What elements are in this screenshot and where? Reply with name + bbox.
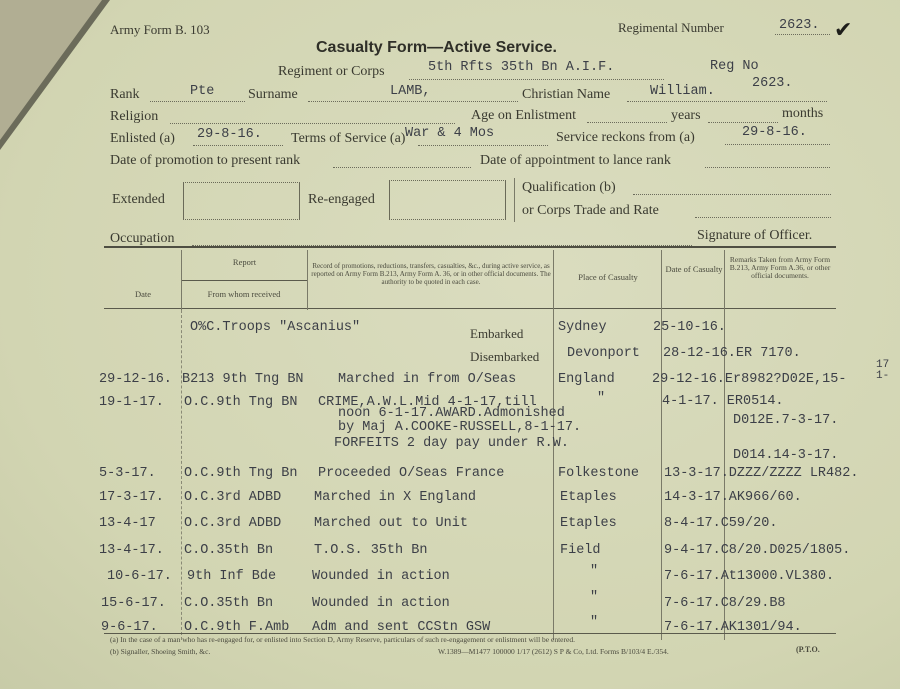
row-record: CRIME,A.W.L.Mid 4-1-17,till <box>318 395 537 410</box>
row-from: C.O.35th Bn <box>184 596 274 611</box>
casualty-date-header: Date of Casualty <box>665 264 723 274</box>
row-record: T.O.S. 35th Bn <box>314 543 428 558</box>
pto-label: (P.T.O. <box>796 645 820 654</box>
regiment-value: 5th Rfts 35th Bn A.I.F. <box>428 60 615 75</box>
rank-label: Rank <box>110 87 140 102</box>
row-from: C.O.35th Bn <box>184 543 274 558</box>
row-date: 29-12-16. <box>99 372 172 387</box>
regiment-label: Regiment or Corps <box>278 64 385 79</box>
row-from: O.C.9th Tng BN <box>184 395 298 410</box>
row-remarks: 7-6-17.AK1301/94. <box>664 620 802 635</box>
embarked-from: O%C.Troops "Ascanius" <box>190 320 361 335</box>
remarks-header: Remarks Taken from Army Form B.213, Army Form A.36, or other official documents. <box>729 255 831 280</box>
years-label: years <box>671 108 701 123</box>
footnote-b: (b) Signaller, Shoeing Smith, &c. <box>110 647 211 656</box>
row-place: " <box>590 590 599 605</box>
reengaged-box <box>389 180 506 220</box>
check-mark-icon: ✔ <box>834 18 853 43</box>
reg-no-label: Reg No <box>710 59 759 74</box>
row-record: Marched in X England <box>314 490 477 505</box>
extended-label: Extended <box>112 192 165 207</box>
christian-name-label: Christian Name <box>522 87 611 102</box>
disembarked-label: Disembarked <box>470 349 540 364</box>
row-date: 13-4-17 <box>99 516 156 531</box>
row-remarks-extra: 17 1- <box>876 359 890 382</box>
row-record: noon 6-1-17.AWARD.Admonished <box>338 406 565 421</box>
row-date: 19-1-17. <box>99 395 164 410</box>
row-place: Etaples <box>560 490 617 505</box>
row-from: O.C.3rd ADBD <box>184 516 282 531</box>
folded-corner <box>0 0 102 140</box>
row-date: 15-6-17. <box>101 596 166 611</box>
christian-name-value: William. <box>650 84 715 99</box>
printer-info: W.1389—M1477 100000 1/17 (2612) S P & Co, Ltd. Forms B/103/4 E./354. <box>438 647 669 656</box>
row-date: 9-6-17. <box>101 620 158 635</box>
age-label: Age on Enlistment <box>471 108 576 123</box>
row-date: 17-3-17. <box>99 490 164 505</box>
row-date: 10-6-17. <box>107 569 172 584</box>
row-date: 5-3-17. <box>99 466 156 481</box>
disembarked-place: Devonport <box>567 346 640 361</box>
row-date: 13-4-17. <box>99 543 164 558</box>
row-record: Adm and sent CCStn GSW <box>312 620 491 635</box>
row-remarks: 14-3-17.AK966/60. <box>664 490 802 505</box>
signature-label: Signature of Officer. <box>697 228 813 243</box>
reg-no-value: 2623. <box>752 76 793 91</box>
extended-box <box>183 182 300 220</box>
row-place: " <box>590 564 599 579</box>
form-title: Casualty Form—Active Service. <box>316 39 557 56</box>
row-record: Proceeded O/Seas France <box>318 466 505 481</box>
enlisted-value: 29-8-16. <box>197 127 262 142</box>
row-record: Wounded in action <box>312 569 450 584</box>
reengaged-label: Re-engaged <box>308 192 375 207</box>
row-place: " <box>597 391 606 406</box>
service-reckons-label: Service reckons from (a) <box>556 130 695 145</box>
disembarked-date: 28-12-16.ER 7170. <box>663 346 801 361</box>
religion-label: Religion <box>110 109 159 124</box>
row-place: England <box>558 372 615 387</box>
row-from: O.C.9th F.Amb <box>184 620 290 635</box>
row-remarks: 7-6-17.At13000.VL380. <box>664 569 835 584</box>
rank-value: Pte <box>190 84 215 99</box>
row-remarks: 29-12-16.Er8982?D02E,15- <box>652 372 847 387</box>
corps-trade-label: or Corps Trade and Rate <box>522 203 659 218</box>
date-header: Date <box>134 289 152 299</box>
report-header: Report <box>232 257 257 267</box>
regimental-number-label: Regimental Number <box>618 20 724 35</box>
occupation-label: Occupation <box>110 231 175 246</box>
promotion-label: Date of promotion to present rank <box>110 153 301 168</box>
row-record: by Maj A.COOKE-RUSSELL,8-1-17. <box>338 420 582 435</box>
terms-label: Terms of Service (a) <box>291 131 406 146</box>
lance-rank-label: Date of appointment to lance rank <box>480 153 671 168</box>
row-place: Folkestone <box>558 466 640 481</box>
row-place: Field <box>560 543 601 558</box>
service-reckons-value: 29-8-16. <box>742 125 807 140</box>
row-remarks: D014.14-3-17. <box>733 448 839 463</box>
row-from: O.C.9th Tng Bn <box>184 466 298 481</box>
row-remarks: 4-1-17. ER0514. <box>662 394 784 409</box>
place-header: Place of Casualty <box>578 272 638 282</box>
footnote-a: (a) In the case of a man who has re-engaged for, or enlisted into Section D, Army Reserve, particulars of such re-engagement or enlistment will be entered. <box>110 635 575 644</box>
regimental-number-value: 2623. <box>779 18 820 33</box>
row-remarks: 8-4-17.C59/20. <box>664 516 778 531</box>
row-place: " <box>590 615 599 630</box>
row-record: Wounded in action <box>312 596 450 611</box>
from-whom-header: From whom received <box>207 289 281 299</box>
row-from: B213 9th Tng BN <box>182 372 304 387</box>
embarked-label: Embarked <box>470 326 524 341</box>
enlisted-label: Enlisted (a) <box>110 131 175 146</box>
army-form-number: Army Form B. 103 <box>110 22 210 37</box>
row-record: FORFEITS 2 day pay under R.W. <box>334 436 569 451</box>
embarked-place: Sydney <box>558 320 607 335</box>
row-place: Etaples <box>560 516 617 531</box>
surname-label: Surname <box>248 87 298 102</box>
row-from: 9th Inf Bde <box>187 569 277 584</box>
row-remarks: 9-4-17.C8/20.D025/1805. <box>664 543 851 558</box>
months-label: months <box>782 106 824 121</box>
row-record: Marched in from O/Seas <box>338 372 517 387</box>
surname-value: LAMB, <box>390 84 431 99</box>
row-record: Marched out to Unit <box>314 516 468 531</box>
embarked-date: 25-10-16. <box>653 320 726 335</box>
qualification-label: Qualification (b) <box>522 180 616 195</box>
row-from: O.C.3rd ADBD <box>184 490 282 505</box>
row-remarks: 13-3-17.DZZZ/ZZZZ LR482. <box>664 466 859 481</box>
terms-value: War & 4 Mos <box>405 126 495 141</box>
record-header: Record of promotions, reductions, transfers, casualties, &c., during active service, as reported on Army Form B.213, Army Form A. 36, or in other official documents. The authority to be quoted in each case. <box>311 262 551 286</box>
row-remarks: 7-6-17.C8/29.B8 <box>664 596 786 611</box>
row-remarks: D012E.7-3-17. <box>733 413 839 428</box>
